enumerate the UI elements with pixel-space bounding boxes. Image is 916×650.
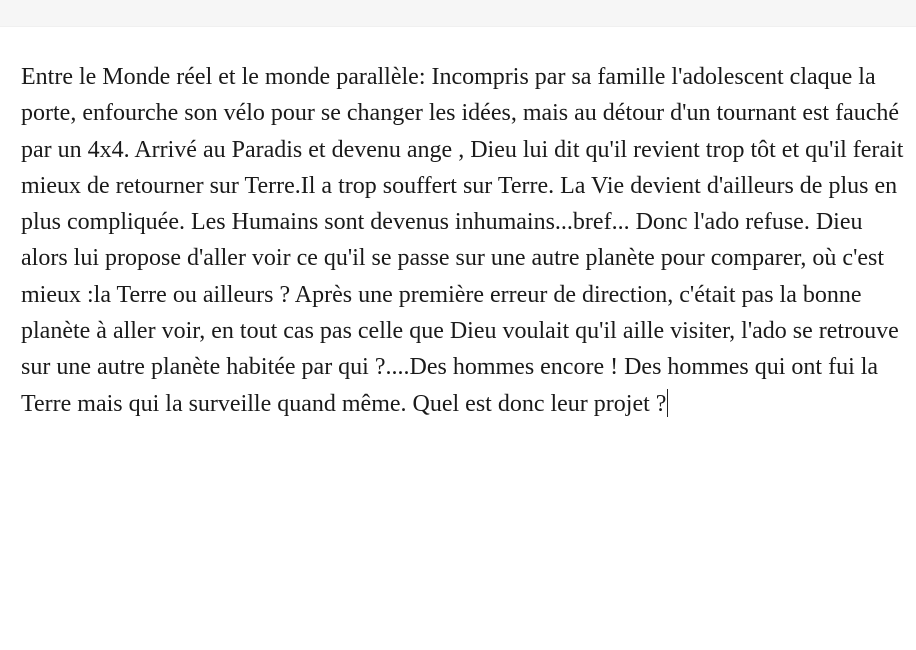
editor-text-content: Entre le Monde réel et le monde parallèle: Incompris par sa famille l'adolescent claque la porte, enfourche son vélo pour se changer les idées, mais au détour d'un tournant est fauché par un 4x4. Arrivé au Paradis et devenu ange , Dieu lui dit qu'il revient trop tôt et qu'il ferait mieux de retourner sur Terre.Il a trop souffert sur Terre. La Vie devient d'ailleurs de plus en plus compliquée. Les Humains sont devenus inhumains...bref... Donc l'ado refuse. Dieu alors lui propose d'aller voir ce qu'il se passe sur une autre planète pour comparer, où c'est mieux :la Terre ou ailleurs ? Après une première erreur de direction, c'était pas la bonne planète à aller voir, en tout cas pas celle que Dieu voulait qu'il aille visiter, l'ado se retrouve sur une autre planète habitée par qui ?....Des hommes encore ! Des hommes qui ont fui la Terre mais qui la surveille quand même. Quel est donc leur projet ? xyxy=(21,64,904,417)
text-editor-area[interactable] xyxy=(21,59,905,422)
top-toolbar-strip xyxy=(0,0,916,27)
text-caret xyxy=(667,389,668,417)
